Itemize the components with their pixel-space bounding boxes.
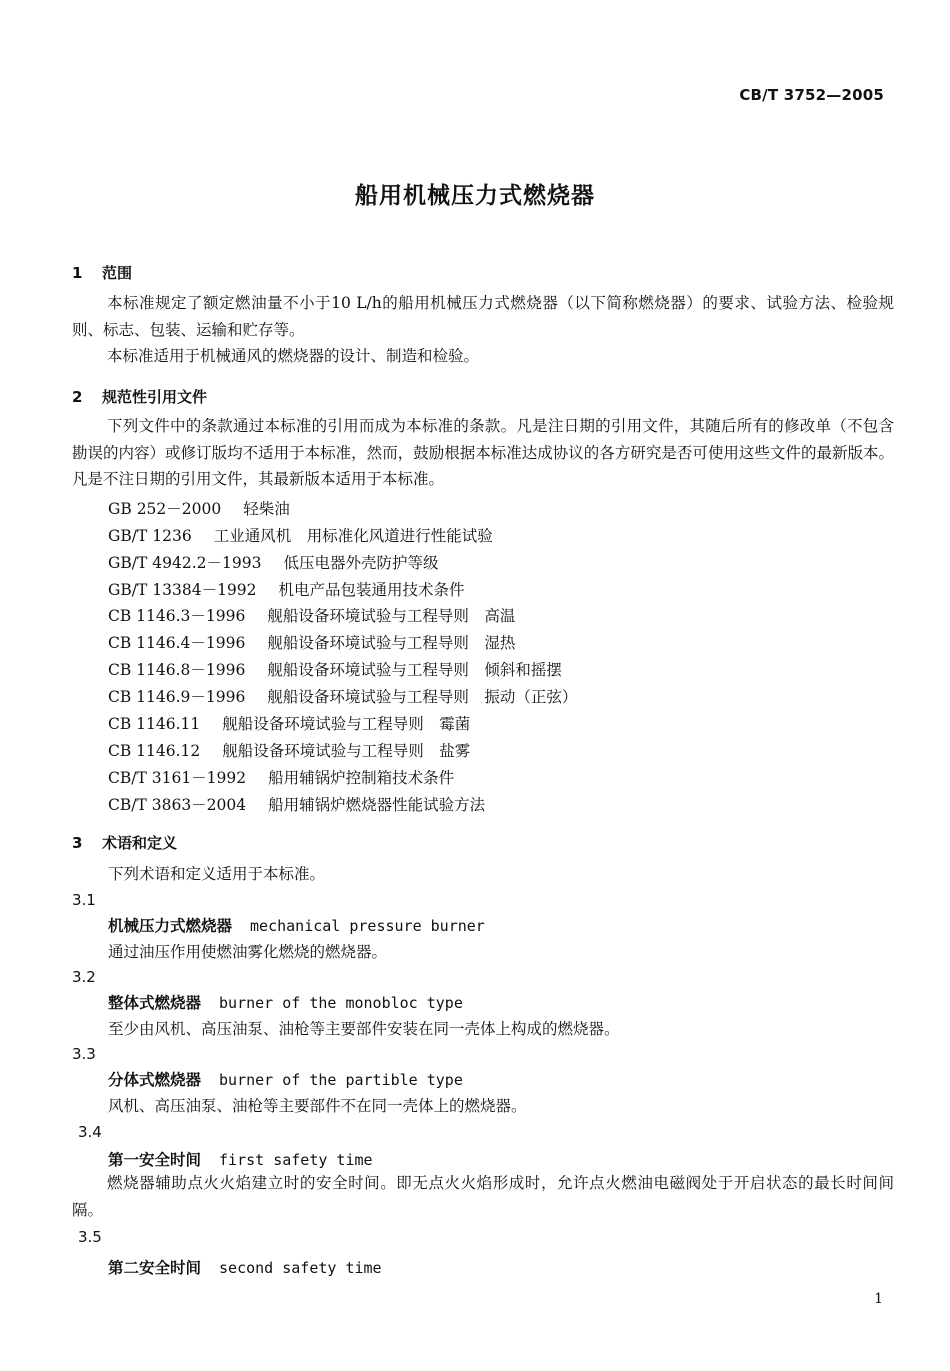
reference-item: CB 1146.4－1996 舰船设备环境试验与工程导则 湿热 bbox=[108, 634, 516, 652]
page-number: 1 bbox=[874, 1291, 883, 1307]
section-2-paragraph: 下列文件中的条款通过本标准的引用而成为本标准的条款。凡是注日期的引用文件，其随后所有的修改单（不包含勘误的内容）或修订版均不适用于本标准，然而，鼓励根据本标准达成协议的各方研究是否可使用这些文件的最新版本。凡是不注日期的引用文件，其最新版本适用于本标准。 bbox=[72, 417, 894, 488]
section-1-paragraph-2: 本标准适用于机械通风的燃烧器的设计、制造和检验。 bbox=[107, 347, 480, 365]
term-definition: 至少由风机、高压油泵、油枪等主要部件安装在同一壳体上构成的燃烧器。 bbox=[108, 1020, 620, 1038]
term-chinese: 机械压力式燃烧器 bbox=[108, 917, 233, 935]
reference-item: GB/T 4942.2－1993 低压电器外壳防护等级 bbox=[108, 554, 439, 572]
reference-item: GB 252－2000 轻柴油 bbox=[108, 500, 290, 518]
term-chinese: 整体式燃烧器 bbox=[108, 994, 202, 1012]
term-entry bbox=[108, 1068, 463, 1090]
section-number: 2 bbox=[72, 388, 83, 406]
term-entry bbox=[108, 1256, 382, 1278]
section-3-intro: 下列术语和定义适用于本标准。 bbox=[108, 865, 326, 883]
section-2-heading bbox=[72, 386, 207, 407]
reference-item: CB 1146.3－1996 舰船设备环境试验与工程导则 高温 bbox=[108, 607, 516, 625]
term-english: second safety time bbox=[219, 1259, 382, 1277]
section-title: 规范性引用文件 bbox=[102, 388, 208, 406]
reference-item: CB 1146.9－1996 舰船设备环境试验与工程导则 振动（正弦） bbox=[108, 688, 578, 706]
section-title: 范围 bbox=[102, 264, 133, 282]
term-english: burner of the partible type bbox=[219, 1071, 463, 1089]
section-number: 1 bbox=[72, 264, 83, 282]
reference-item: CB/T 3863－2004 船用辅锅炉燃烧器性能试验方法 bbox=[108, 796, 486, 814]
term-definition: 风机、高压油泵、油枪等主要部件不在同一壳体上的燃烧器。 bbox=[108, 1097, 527, 1115]
term-chinese: 分体式燃烧器 bbox=[108, 1071, 202, 1089]
term-chinese: 第二安全时间 bbox=[108, 1259, 202, 1277]
term-entry bbox=[108, 1148, 373, 1170]
section-number: 3 bbox=[72, 834, 83, 852]
term-english: first safety time bbox=[219, 1151, 373, 1169]
subsection-number: 3.1 bbox=[72, 891, 96, 909]
term-english: burner of the monobloc type bbox=[219, 994, 463, 1012]
subsection-number: 3.4 bbox=[78, 1123, 102, 1141]
section-1-paragraph-1: 本标准规定了额定燃油量不小于10 L/h的船用机械压力式燃烧器（以下简称燃烧器）的要求、试验方法、检验规则、标志、包装、运输和贮存等。 bbox=[72, 294, 894, 339]
document-title: 船用机械压力式燃烧器 bbox=[355, 183, 595, 209]
term-entry bbox=[108, 991, 463, 1013]
subsection-number: 3.2 bbox=[72, 968, 96, 986]
term-chinese: 第一安全时间 bbox=[108, 1151, 202, 1169]
term-definition: 通过油压作用使燃油雾化燃烧的燃烧器。 bbox=[108, 943, 388, 961]
reference-item: CB 1146.11 舰船设备环境试验与工程导则 霉菌 bbox=[108, 715, 471, 733]
section-title: 术语和定义 bbox=[102, 834, 178, 852]
term-entry bbox=[108, 914, 485, 936]
subsection-number: 3.3 bbox=[72, 1045, 96, 1063]
reference-item: CB/T 3161－1992 船用辅锅炉控制箱技术条件 bbox=[108, 769, 455, 787]
section-1-heading bbox=[72, 262, 132, 283]
reference-item: GB/T 13384－1992 机电产品包装通用技术条件 bbox=[108, 581, 465, 599]
reference-item: CB 1146.12 舰船设备环境试验与工程导则 盐雾 bbox=[108, 742, 471, 760]
subsection-number: 3.5 bbox=[78, 1228, 102, 1246]
reference-item: CB 1146.8－1996 舰船设备环境试验与工程导则 倾斜和摇摆 bbox=[108, 661, 562, 679]
term-english: mechanical pressure burner bbox=[250, 917, 485, 935]
term-definition: 燃烧器辅助点火火焰建立时的安全时间。即无点火火焰形成时，允许点火燃油电磁阀处于开启状态的最长时间间隔。 bbox=[72, 1174, 894, 1219]
section-3-heading bbox=[72, 832, 177, 853]
reference-item: GB/T 1236 工业通风机 用标准化风道进行性能试验 bbox=[108, 527, 493, 545]
standard-code: CB/T 3752—2005 bbox=[739, 86, 884, 104]
